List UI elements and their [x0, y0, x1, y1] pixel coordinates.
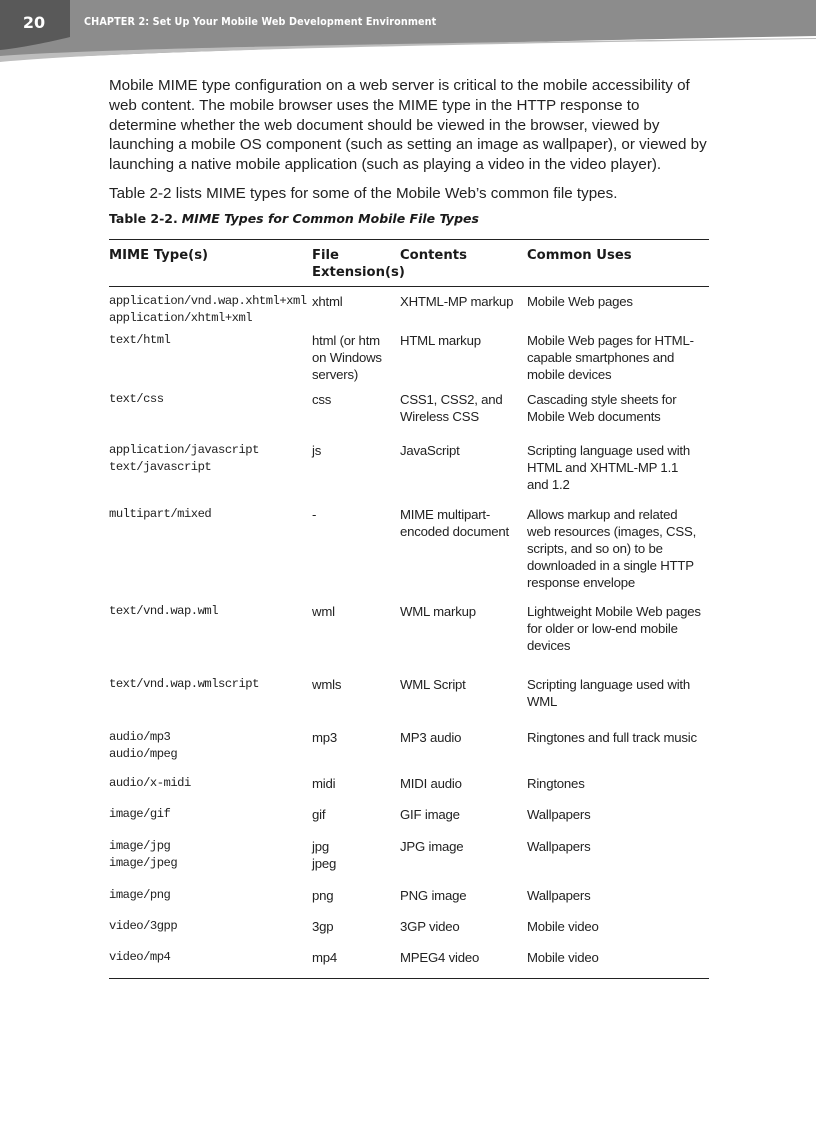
file-extension: xhtml	[312, 293, 343, 309]
contents-cell	[400, 887, 527, 918]
file-extension-cell	[312, 442, 400, 506]
table-row	[109, 442, 709, 506]
mime-type-cell	[109, 332, 312, 391]
mime-type: image/jpeg	[109, 855, 178, 870]
common-uses-cell	[527, 729, 709, 775]
common-uses-cell	[527, 442, 709, 506]
contents: JPG image	[400, 838, 464, 854]
mime-type: text/css	[109, 391, 164, 406]
contents-cell	[400, 775, 527, 806]
file-extension: mp3	[312, 729, 338, 745]
contents: GIF image	[400, 806, 460, 822]
contents: JavaScript	[400, 442, 460, 458]
file-extension-cell	[312, 286, 400, 332]
contents-cell	[400, 838, 527, 887]
contents-cell	[400, 286, 527, 332]
mime-type: application/javascript	[109, 442, 259, 457]
table-row	[109, 391, 709, 442]
mime-type: text/vnd.wap.wmlscript	[109, 676, 259, 691]
contents-cell	[400, 603, 527, 676]
mime-type: audio/mpeg	[109, 746, 178, 761]
mime-type-cell	[109, 603, 312, 676]
file-extension-cell	[312, 775, 400, 806]
contents: MIME multipart-encoded document	[400, 506, 509, 539]
file-extension-cell	[312, 949, 400, 979]
mime-type: image/jpg	[109, 838, 171, 853]
contents: MPEG4 video	[400, 949, 480, 965]
table-row	[109, 887, 709, 918]
common-uses: Mobile video	[527, 949, 599, 965]
common-uses: Wallpapers	[527, 887, 591, 903]
mime-type: audio/mp3	[109, 729, 171, 744]
file-extension-cell	[312, 806, 400, 838]
file-extension: gif	[312, 806, 326, 822]
table-row	[109, 603, 709, 676]
file-extension-cell	[312, 506, 400, 603]
page-content	[109, 76, 709, 979]
mime-type-cell	[109, 838, 312, 887]
contents: MIDI audio	[400, 775, 462, 791]
common-uses-cell	[527, 918, 709, 949]
mime-type: text/vnd.wap.wml	[109, 603, 219, 618]
table-caption	[109, 211, 709, 227]
file-extension: 3gp	[312, 918, 334, 934]
common-uses: Mobile Web pages for HTML-capable smartphones and mobile devices	[527, 332, 694, 382]
table-row	[109, 332, 709, 391]
table-row	[109, 918, 709, 949]
column-header-mime-type: MIME Type(s)	[109, 239, 312, 286]
body-paragraph-1: Mobile MIME type configuration on a web server is critical to the mobile accessibility of web content. The mobile browser uses the MIME type in the HTTP response to determine whether the web document should be viewed in the browser, viewed by launching a mobile OS component (such as setting an image as wallpaper), or viewed by launching a native mobile application (such as playing a video in the video player).	[109, 77, 707, 174]
mime-type-cell	[109, 806, 312, 838]
chapter-running-head: CHAPTER 2: Set Up Your Mobile Web Development Environment	[84, 16, 437, 28]
column-header-contents: Contents	[400, 239, 527, 286]
common-uses-cell	[527, 506, 709, 603]
contents-cell	[400, 918, 527, 949]
contents-cell	[400, 442, 527, 506]
file-extension: png	[312, 887, 334, 903]
mime-type: video/3gpp	[109, 918, 178, 933]
contents-cell	[400, 806, 527, 838]
contents-cell	[400, 332, 527, 391]
mime-type-cell	[109, 391, 312, 442]
table-row	[109, 286, 709, 332]
common-uses: Cascading style sheets for Mobile Web documents	[527, 391, 677, 424]
column-header-file-extension: File Extension(s)	[312, 239, 400, 286]
table-row	[109, 506, 709, 603]
body-paragraph-2: Table 2-2 lists MIME types for some of the Mobile Web’s common file types.	[109, 184, 618, 202]
common-uses: Ringtones	[527, 775, 585, 791]
common-uses: Scripting language used with HTML and XHTML-MP 1.1 and 1.2	[527, 442, 691, 492]
file-extension-cell	[312, 391, 400, 442]
mime-type: video/mp4	[109, 949, 171, 964]
common-uses: Wallpapers	[527, 806, 591, 822]
file-extension: css	[312, 391, 332, 407]
mime-type: text/html	[109, 332, 171, 347]
contents: WML Script	[400, 676, 466, 692]
mime-type-cell	[109, 286, 312, 332]
mime-type-cell	[109, 506, 312, 603]
table-row	[109, 676, 709, 729]
running-header	[0, 0, 816, 70]
common-uses: Mobile Web pages	[527, 293, 633, 309]
contents: HTML markup	[400, 332, 481, 348]
file-extension: wml	[312, 603, 335, 619]
contents-cell	[400, 729, 527, 775]
common-uses: Ringtones and full track music	[527, 729, 697, 745]
file-extension: midi	[312, 775, 336, 791]
table-header-row	[109, 239, 709, 286]
common-uses: Scripting language used with WML	[527, 676, 691, 709]
table-caption-title: MIME Types for Common Mobile File Types	[181, 210, 479, 226]
contents-cell	[400, 949, 527, 979]
file-extension: js	[312, 442, 322, 458]
mime-type-cell	[109, 887, 312, 918]
file-extension-cell	[312, 676, 400, 729]
mime-type-cell	[109, 729, 312, 775]
contents: MP3 audio	[400, 729, 462, 745]
file-extension: wmls	[312, 676, 342, 692]
file-extension-cell	[312, 603, 400, 676]
file-extension: html (or htm on Windows servers)	[312, 332, 382, 382]
mime-type: application/xhtml+xml	[109, 310, 253, 325]
file-extension-cell	[312, 729, 400, 775]
mime-type-cell	[109, 775, 312, 806]
common-uses-cell	[527, 332, 709, 391]
contents: WML markup	[400, 603, 476, 619]
mime-type: image/gif	[109, 806, 171, 821]
common-uses: Mobile video	[527, 918, 599, 934]
header-band-graphic	[0, 0, 816, 70]
table-row	[109, 806, 709, 838]
mime-type-cell	[109, 442, 312, 506]
common-uses-cell	[527, 391, 709, 442]
mime-type-cell	[109, 918, 312, 949]
table-row	[109, 729, 709, 775]
table-row	[109, 775, 709, 806]
column-header-common-uses: Common Uses	[527, 239, 709, 286]
file-extension-cell	[312, 918, 400, 949]
file-extension-cell	[312, 838, 400, 887]
file-extension-cell	[312, 332, 400, 391]
table-row	[109, 838, 709, 887]
common-uses: Allows markup and related web resources (images, CSS, scripts, and so on) to be downloaded in a single HTTP response envelope	[527, 506, 697, 590]
mime-type-cell	[109, 676, 312, 729]
file-extension-cell	[312, 887, 400, 918]
mime-type-cell	[109, 949, 312, 979]
table-caption-label: Table 2-2.	[109, 210, 178, 226]
file-extension: mp4	[312, 949, 338, 965]
common-uses: Wallpapers	[527, 838, 591, 854]
mime-type: audio/x-midi	[109, 775, 191, 790]
file-extension: jpeg	[312, 855, 337, 871]
common-uses-cell	[527, 838, 709, 887]
contents: PNG image	[400, 887, 467, 903]
common-uses-cell	[527, 676, 709, 729]
mime-type: text/javascript	[109, 459, 212, 474]
mime-type: image/png	[109, 887, 171, 902]
mime-type: application/vnd.wap.xhtml+xml	[109, 293, 307, 308]
contents: 3GP video	[400, 918, 460, 934]
table-row	[109, 949, 709, 979]
common-uses: Lightweight Mobile Web pages for older or low-end mobile devices	[527, 603, 701, 653]
mime-type: multipart/mixed	[109, 506, 212, 521]
contents-cell	[400, 676, 527, 729]
common-uses-cell	[527, 887, 709, 918]
page-number: 20	[22, 13, 46, 32]
file-extension: jpg	[312, 838, 329, 854]
contents-cell	[400, 391, 527, 442]
contents-cell	[400, 506, 527, 603]
common-uses-cell	[527, 603, 709, 676]
mime-types-table	[109, 239, 709, 979]
file-extension: -	[312, 506, 317, 522]
contents: XHTML-MP markup	[400, 293, 514, 309]
common-uses-cell	[527, 775, 709, 806]
contents: CSS1, CSS2, and Wireless CSS	[400, 391, 503, 424]
common-uses-cell	[527, 806, 709, 838]
common-uses-cell	[527, 286, 709, 332]
common-uses-cell	[527, 949, 709, 979]
